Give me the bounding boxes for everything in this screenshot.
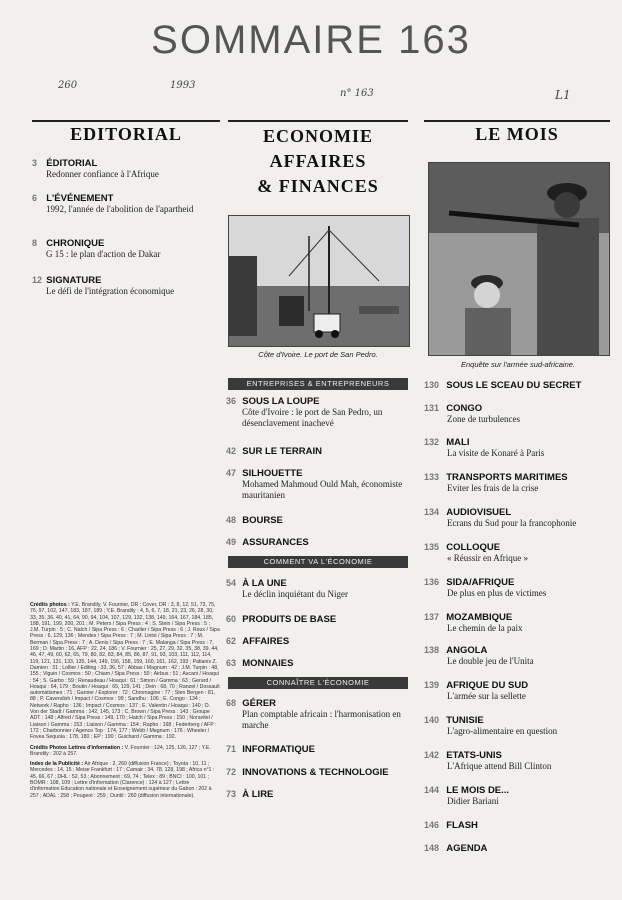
toc-entry[interactable] [226, 789, 414, 800]
entry-label: MALI [446, 437, 470, 448]
credits-label: Crédits Photos Lettres d'information : [30, 744, 124, 751]
page-number: 47 [226, 468, 237, 478]
page-number: 146 [424, 820, 440, 830]
toc-entry[interactable] [424, 577, 616, 599]
entry-label: BOURSE [242, 515, 283, 526]
entry-desc: G 15 : le plan d'action de Dakar [46, 249, 161, 259]
heading-line: & FINANCES [257, 176, 379, 196]
section-bar: ENTREPRISES & ENTREPRENEURS [228, 378, 408, 390]
page-number: 54 [226, 578, 237, 588]
page-number: 63 [226, 658, 237, 668]
page-number: 148 [424, 843, 440, 853]
entry-desc: « Réussir en Afrique » [447, 553, 528, 563]
toc-entry[interactable] [226, 468, 414, 501]
column-heading-economie [228, 124, 408, 199]
column-rule [424, 120, 610, 122]
page-number: 3 [32, 158, 38, 168]
page-number: 71 [226, 744, 237, 754]
entry-label: FLASH [446, 820, 478, 831]
entry-desc: Zone de turbulences [447, 414, 520, 424]
column-heading-mois: LE MOIS [475, 124, 559, 144]
page-number: 8 [32, 238, 38, 248]
section-bar: CONNAÎTRE L'ÉCONOMIE [228, 677, 408, 689]
handwritten-note: 1993 [170, 80, 196, 91]
credits-text: V. Fournier : 124, 125, 126, 127 ; Y.E. Brandily : 202 à 257. [30, 744, 211, 757]
page-number: 144 [424, 785, 440, 795]
entry-label: MONNAIES [242, 658, 294, 669]
entry-desc: Côte d'Ivoire : le port de San Pedro, un désenclavement inachevé [242, 407, 383, 428]
entry-label: PRODUITS DE BASE [242, 614, 337, 625]
port-photo [228, 215, 410, 347]
entry-desc: Didier Bariani [447, 796, 499, 806]
toc-entry[interactable] [424, 507, 618, 529]
toc-entry[interactable] [226, 446, 414, 457]
entry-desc: 1992, l'année de l'abolition de l'apartheid [46, 204, 194, 214]
entry-label: ANGOLA [446, 645, 488, 656]
toc-entry[interactable] [424, 472, 616, 494]
entry-desc: Redonner confiance à l'Afrique [46, 169, 159, 179]
page-number: 49 [226, 537, 237, 547]
entry-label: AFRIQUE DU SUD [446, 680, 529, 691]
toc-entry[interactable] [424, 715, 616, 737]
page-number: 42 [226, 446, 237, 456]
entry-label: COLLOQUE [446, 542, 501, 553]
page-number: 137 [424, 612, 440, 622]
toc-entry[interactable] [226, 698, 414, 731]
page-number: 60 [226, 614, 237, 624]
page-number: 139 [424, 680, 440, 690]
entry-label: CONGO [446, 403, 483, 414]
entry-label: GÉRER [242, 698, 277, 709]
toc-entry[interactable] [424, 403, 616, 425]
entry-label: ASSURANCES [242, 537, 309, 548]
page-number: 142 [424, 750, 440, 760]
column-heading-editorial: EDITORIAL [70, 124, 182, 144]
entry-desc: De plus en plus de victimes [447, 588, 547, 598]
entry-label: INFORMATIQUE [242, 744, 315, 755]
heading-line: ECONOMIE [262, 126, 373, 146]
entry-label: À LIRE [242, 789, 274, 800]
entry-label: LE MOIS DE... [446, 785, 510, 796]
credits-label: Crédits photos : [30, 602, 70, 608]
credits-text: Y.E. Brandily, V. Fournier, DR ; Cover, DR : 3, 8, 12, 51, 73, 75, 76, 97, 102, 147, 183, 187, 189 ; Y.E. Brandily : 4, 5, 6, 7, 18, 21, 23, 26, 28, 30, 33, 35, 36, 40, 41, 64, 90, 94, 104, 107, 129, 132, 138, 149, 164, 167, 184, 185, 188, 191, 199, 200, 201 ; M. Peters / Sipa Press : 4 ; S. Stein / Sipa Press : 5 ; J.M. Turpin : 5 ; C. Natch / Sipa Press : 6 ; Charlier / Sipa Press : 6 ; J. Roux / Sipa Press : 6, 129, 136 ; Mendes / Sipa Press : 7 ; M. Lintsi / Sipa Press : 7 ; M. Berman / Sipa Press : 7 ; A. Denis / Sipa Press : 7 ; E. Malanga / Sipa Press : 7, 169 ; D. Martin : 16, AFP : 22, 24, 186 ; V. Fournier : 25, 27, 29, 32, 35, 38, 39, 44, 46, 47, 49, 60, 62, 65, 79, 80, 82, 83, 84, 85, 86, 87, 91, 93, 103, 111, 112, 114, 119, 121, 131, 133, 135, 144, 149, 156, 158, 159, 160, 161, 162, 193 ; Patianis Z. Damien : 31 ; Lollier / Editing : 33, 36, 57 ; Abbas / Magnum : 42 ; J.M. Turpin : 48, 155 ; Viguin / Cosmos : 50 ; Chiam / Sipa Press : 50 ; Airbus : 51 ; Ascani / Hoaqui : 54 ; S. Garbo : 59 ; Renaudeau / Hoaqui : 61 ; Simon / Gamma : 63 ; Gerard / Hoaqui : 64, 179 ; Boutin / Hoaqui : 65, 129, 141 ; Dein : 68, 70 ; Ranzel / Dossault automatismes : 71 ; Garnier / Explorer : 72 ; Chromagine : 77 ; Sten Bergen : 81, 88 ; P. Cavendish / Impact / Cosmos : 99 ; Sandhu : 106 ; E. Congo : 134 ; Network / Rapho : 136 ; Impact / Cosmos : 137 ; E. Valentin / Hoaqui : 140 ; D. Von der Stadt / Gamma : 142, 145, 173 ; C. Brown / Sipa Press : 143 ; Groupe ADT : 148 ; Alfred / Sipa Press : 149, 170 ; Hatch / Sipa Press : 150 ; Noravitel / Liaison / Gamma : 153 ; Liaison / Gamma : 154 ; Rapho : 168 ; Federberg / AFP : 172 ; Charbonnier / Agence Top : 174, 177 ; Webb / Magnum : 176 ; Wheeler / Fovea Sequoia : 178, 180 ; EP : 190 ; Guichard / Gamma : 192. [30, 602, 220, 741]
toc-entry[interactable] [226, 767, 421, 778]
lettres-credits [30, 745, 220, 758]
entry-label: SOUS LA LOUPE [242, 396, 320, 407]
entry-label: SIGNATURE [46, 275, 102, 286]
toc-entry[interactable] [226, 537, 414, 548]
toc-entry[interactable] [424, 612, 616, 634]
credits-label: Index de la Publicité : [30, 761, 84, 768]
toc-entry[interactable] [32, 238, 222, 260]
page-number: 12 [32, 275, 43, 285]
entry-desc: L'armée sur la sellette [447, 691, 526, 701]
army-photo [428, 162, 610, 356]
toc-entry[interactable] [424, 680, 616, 702]
toc-entry[interactable] [32, 193, 202, 215]
credits-text: Air Afrique : 2, 260 (diffusion France) ; Toyota : 10, 11 ; Mercedes : 14, 15 ; Meise Frankfurt : 17 ; Camair : 34, 78, 128, 198 ; Africa n°1 : 45, 66, 67 ; DHL : 52, 53 ; Abonnement : 69, 74 ; Telex : 89 ; BNCI : 100, 101 ; BOMR : 108, 109 ; Lettre d'information (Clarence) : 124 à 127 ; Lettre d'information Education nationale et Enseignement supérieur du Gabon : 202 à 257 ; ADAL : 258 ; Peugeot : 259 ; Ountil : 260 (diffusion internationale). [30, 761, 215, 799]
handwritten-note: L1 [555, 88, 571, 102]
entry-desc: Plan comptable africain : l'harmonisation en marche [242, 709, 401, 730]
entry-label: À LA UNE [242, 578, 287, 589]
toc-entry[interactable] [424, 785, 616, 807]
entry-label: SIDA/AFRIQUE [446, 577, 515, 588]
entry-desc: Le double jeu de l'Unita [447, 656, 534, 666]
entry-desc: Ecrans du Sud pour la francophonie [447, 518, 577, 528]
section-bar: COMMENT VA L'ÉCONOMIE [228, 556, 408, 568]
handwritten-note: 260 [58, 80, 78, 91]
toc-entry[interactable] [226, 396, 414, 429]
page-number: 133 [424, 472, 440, 482]
page-number: 138 [424, 645, 440, 655]
entry-desc: Mohamed Mahmoud Ould Mah, économiste mauritanien [242, 479, 403, 500]
entry-label: AGENDA [446, 843, 488, 854]
page-number: 135 [424, 542, 440, 552]
entry-label: SUR LE TERRAIN [242, 446, 322, 457]
toc-entry[interactable] [226, 658, 414, 669]
toc-entry[interactable] [424, 750, 616, 772]
toc-entry[interactable] [424, 542, 616, 564]
entry-desc: L'agro-alimentaire en question [447, 726, 558, 736]
toc-entry[interactable] [226, 636, 414, 647]
toc-entry[interactable] [424, 437, 616, 459]
page-number: 140 [424, 715, 440, 725]
entry-label: TUNISIE [446, 715, 484, 726]
page-number: 136 [424, 577, 440, 587]
page-number: 62 [226, 636, 237, 646]
toc-entry[interactable] [32, 275, 222, 297]
entry-label: ÉDITORIAL [46, 158, 98, 169]
handwritten-note: n° 163 [340, 88, 374, 99]
toc-entry[interactable] [424, 820, 616, 831]
toc-entry[interactable] [424, 843, 616, 854]
entry-desc: Le chemin de la paix [447, 623, 523, 633]
entry-desc: L'Afrique attend Bill Clinton [447, 761, 552, 771]
entry-label: L'ÉVÉNEMENT [46, 193, 114, 204]
column-rule [228, 120, 408, 122]
page-number: 73 [226, 789, 237, 799]
credits-block [30, 602, 220, 799]
page-number: 130 [424, 380, 440, 390]
page-title: SOMMAIRE 163 [151, 18, 471, 62]
page-number: 131 [424, 403, 440, 413]
column-rule [32, 120, 220, 122]
entry-label: TRANSPORTS MARITIMES [446, 472, 568, 483]
toc-entry[interactable] [424, 645, 616, 667]
entry-label: AUDIOVISUEL [446, 507, 512, 518]
toc-entry[interactable] [32, 158, 222, 180]
page-number: 68 [226, 698, 237, 708]
entry-desc: Le défi de l'intégration économique [46, 286, 175, 296]
entry-desc: Le déclin inquiétant du Niger [242, 589, 348, 599]
toc-entry[interactable] [226, 744, 414, 755]
entry-label: SILHOUETTE [242, 468, 303, 479]
page-number: 72 [226, 767, 237, 777]
entry-label: AFFAIRES [242, 636, 290, 647]
advertiser-index [30, 761, 220, 799]
toc-entry[interactable] [226, 614, 414, 625]
page-number: 132 [424, 437, 440, 447]
toc-entry[interactable] [226, 515, 414, 526]
entry-label: INNOVATIONS & TECHNOLOGIE [242, 767, 389, 778]
toc-entry[interactable] [424, 380, 616, 391]
port-photo-caption: Côte d'Ivoire. Le port de San Pedro. [258, 350, 378, 359]
page-number: 48 [226, 515, 237, 525]
entry-label: ETATS-UNIS [446, 750, 502, 761]
photo-credits [30, 602, 220, 741]
entry-label: CHRONIQUE [46, 238, 105, 249]
entry-label: SOUS LE SCEAU DU SECRET [446, 380, 582, 391]
page-number: 6 [32, 193, 38, 203]
heading-line: AFFAIRES [269, 151, 367, 171]
page-number: 134 [424, 507, 440, 517]
entry-desc: Eviter les frais de la crise [447, 483, 539, 493]
army-photo-caption: Enquête sur l'armée sud-africaine. [461, 360, 575, 369]
page-number: 36 [226, 396, 237, 406]
toc-entry[interactable] [226, 578, 414, 600]
entry-label: MOZAMBIQUE [446, 612, 513, 623]
entry-desc: La visite de Konaré à Paris [447, 448, 545, 458]
